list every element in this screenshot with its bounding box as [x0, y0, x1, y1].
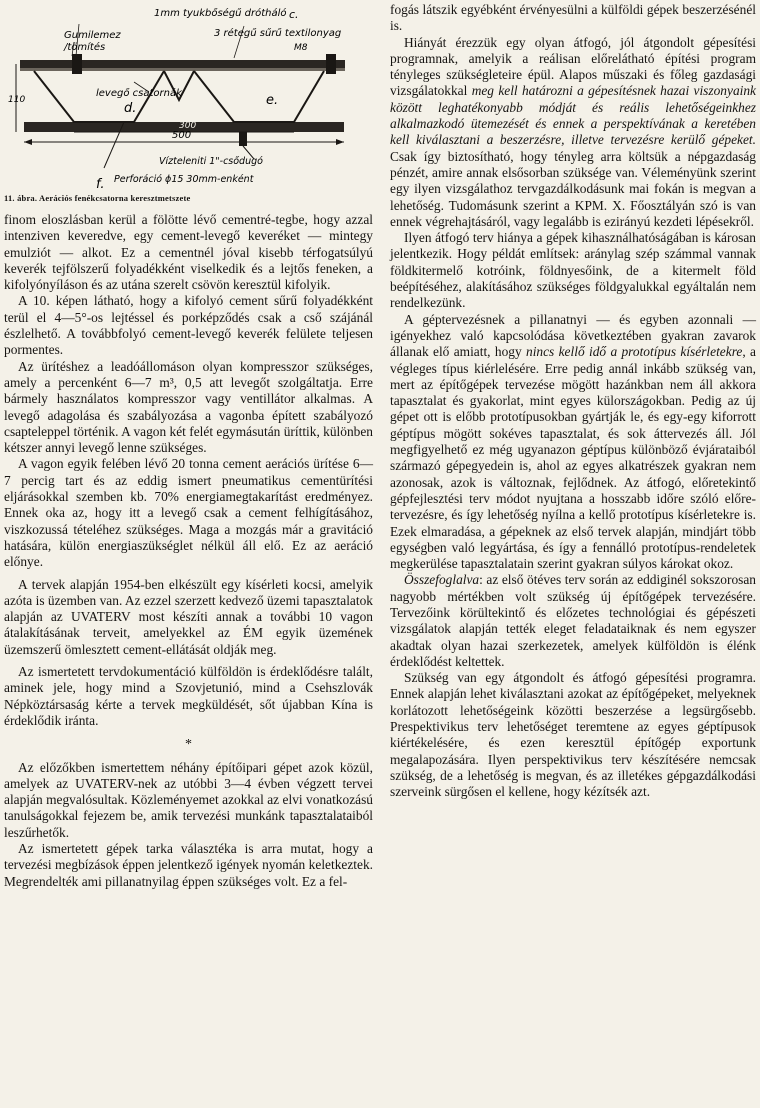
paragraph-text: Csak így biztosítható, hogy tényleg arra költsük a népgazdaság pénzét, amire annak elsősorban szüksége van. Véleményünk szerint egy ilyen vizsgálathoz tervgazdálkodásunk mai fokán is megvan a lehetőség. Tudomásunk szerint a KPM. X. Főosztályán szó is van ennek végrehajtásáról, vagy legalább is ezirányú kezdeti lépésekről.	[390, 148, 756, 229]
bolt-right	[326, 54, 336, 74]
paragraph-text: , a végleges típus kiérlelésére. Erre pedig annál inkább szükség van, mert az építőgépek tervezése mögött hazánkban nem áll akkora tapasztalat és gyakorlat, mint egyes külországokban. Pedig az új gépet ott is előbb prototípusokban gyártják le, és egy-egy kiforrott géptípus mögött sokéves tapasztalat, és sok áttervezés áll. Jól megfigyelhető ez még ugyanazon géptípus különböző évjárataiból származó gépegyedein is, ahol az egyes alkatrészek gyakran nem azonosak, azok is változnak, fejlődnek. Az átfogó, előretekintő gépfejlesztési terv módot nyujtana a hosszabb időre szóló előre-tervezésre, és így lehetőség nyílna a kellő prototípus kísérletekre is. Ezek elmaradása, a gépeknek az első tervek alapján, mindjárt több egységben való legyártása, és így a fennálló prototípus-rendeletek megkerülése tapasztalatain szerint gyakran súlyos károkat okoz.	[390, 344, 756, 572]
paragraph: Az ismertetett gépek tarka választéka is arra mutat, hogy a tervezési megbízások éppen jelentkező igények nyomán keletkeztek. Megrendelték ami pillanatnyilag éppen szükséges volt. Ez a fel-	[4, 840, 373, 889]
cross-section-figure	[4, 4, 373, 204]
label-height: 110	[8, 95, 26, 105]
label-e: e.	[266, 93, 279, 108]
paragraph: Az ismertetett tervdokumentáció külföldön is érdeklődésre talált, aminek jele, hogy mind a Szovjetunió, mind a Csehszlovák Népköztársaság kérte a tervek megküldését, sőt újabban Kína is érdeklődik iránta.	[4, 664, 373, 728]
top-plate	[20, 60, 345, 68]
paragraph: A 10. képen látható, hogy a kifolyó cement sűrű folyadékként terül el 4—5°-os lejtéssel és porképződés csak a cső szájánál észlelhető. A továbbfolyó cement-levegő keverék felülete teljesen pormentes.	[4, 293, 373, 358]
paragraph-text: : az első ötéves terv során az eddiginél sokszorosan nagyobb mértékben volt szükség új építőgépek tervezésére. Tervezőink körültekintő és előzetes technológiai és gépészeti vizsgálatok alapján tették eleget feladataiknak és nem egyszer akadtak olyan hazai szerkezetek, amelyek külföldön is élénk érdeklődést keltettek.	[390, 572, 756, 669]
paragraph	[390, 312, 756, 573]
label-f: f.	[96, 177, 105, 192]
paragraph: finom eloszlásban kerül a fölötte lévő cementré-tegbe, hogy azzal intenziven keveredve, egy cement-levegő keveréket — mintegy emulziót — alkot. Ez a cementnél jóval kisebb térfogatsúlyú keverék tejfölszerű folyadékként viselkedik és a lejtős feneken, a kifolyónyíláson és az utána szerelt csövön keresztül kifolyik.	[4, 212, 373, 293]
label-c: c.	[289, 8, 299, 21]
paragraph: A tervek alapján 1954-ben elkészült egy kísérleti kocsi, amelyik azóta is üzemben van. Az ezzel szerzett kedvező üzemi tapasztalatok alapján az UVATERV most készíti annak a további 10 vagon átalakításának terveit, amelyekkel az ÉM egyik üzemének üzemszerű ömlesztett cement-ellátását oldják meg.	[4, 576, 373, 657]
emphasized-text: Összefoglalva	[404, 572, 480, 588]
section-separator-star: *	[185, 737, 192, 753]
paragraph	[390, 572, 756, 670]
channel-cross-section-drawing	[4, 4, 373, 192]
paragraph: Az ürítéshez a leadóállomáson olyan kompresszor szükséges, amely a percenként 6—7 m³, 0,5 att levegőt szolgáltatja. Erre bármely használatos kompresszor vagy ventillátor alkalmas. A levegő adagolása és szabályozása a vagonba épített szabályozó csapteleppel történik. A vagon két felét egymásután üríttik, különben kétszer annyi levegő lenne szükséges.	[4, 358, 373, 456]
label-seal: /tömítés	[64, 42, 106, 53]
emphasized-text: nincs kellő idő a prototípus kísérletekre	[526, 344, 743, 360]
bolt-left	[72, 54, 82, 74]
label-top-plate: 1mm tyukbőségű drótháló	[154, 8, 287, 19]
emphasized-text: meg kell határozni a gépesítésnek hazai viszonyaink között leghatékonyabb módját és reális lehetőségeinkhez alkalmazkodó ütemezését és ennek a perspektívának a keretében kell kiválasztani a beszerzésre, illetve tervezésre kerülő gépeket.	[390, 83, 756, 148]
label-textile: 3 rétegű sűrű textilonyag	[214, 28, 342, 39]
paragraph: A vagon egyik felében lévő 20 tonna cement aerációs ürítése 6—7 percig tart és az eddig ismert pneumatikus cementürítési eljárásokkal szemben kb. 70% energiamegtakarítást eredményez. Ennek oka az, hogy itt a levegő csak a cement felhígításához, viszkozussá tételéhez szükséges. Maga a mozgás már a gravitáció hatására, külön energiaszükséglet nélkül áll elő. Ez az aeráció előnye.	[4, 456, 373, 570]
left-column	[4, 4, 373, 890]
label-channel: levegő csatornák	[96, 88, 182, 99]
paragraph-text: Hiányát érezzük egy olyan átfogó, jól átgondolt gépesítési programnak, amelyik a reálisan előrelátható építési program tényleges szükségleteire épül. Alapos műszaki és főleg gazdasági vizsgálatokkal	[390, 34, 756, 99]
paragraph-text: A géptervezésnek a pillanatnyi — és egyben azonnali — igényekhez való kapcsolódása következtében gyakran zavarok állanak elő amiatt, hogy	[390, 311, 756, 360]
paragraph: Az előzőkben ismertettem néhány építőipari gépet azok közül, amelyek az UVATERV-nek az utóbbi 3—4 évben végzett tervei alapján megvalósultak. Közleményemet azokkal az elvi vonatkozású tanulságokkal fejezem be, amik tervezési munkánk tapasztalataiból leszűrhetők.	[4, 759, 373, 840]
label-vent: Vízteleniti 1"-csődugó	[159, 156, 263, 167]
label-dim-500: 500	[172, 130, 192, 141]
label-rubber: Gumilemez	[64, 30, 121, 41]
label-perforation: Perforáció ϕ15 30mm-enként	[114, 174, 254, 185]
label-dim-300: 300	[179, 121, 197, 131]
right-column	[390, 2, 756, 801]
paragraph: fogás látszik egyébként érvényesülni a külföldi gépek beszerzésénél is.	[390, 2, 756, 34]
label-m8: M8	[294, 43, 308, 53]
paragraph	[390, 35, 756, 231]
paragraph: Ilyen átfogó terv hiánya a gépek kihasználhatóságában is károsan jelentkezik. Hogy példát említsek: aránylag szép számmal vannak földkitermelő kotróink, földnyesőink, de a kitermelt föld beépítéséhez, alakításához szükséges földgyalukkal egyáltalán nem rendelkezünk.	[390, 230, 756, 311]
figure-caption: 11. ábra. Aerációs fenékcsatorna keresztmetszete	[4, 193, 191, 203]
paragraph: Szükség van egy átgondolt és átfogó gépesítési programra. Ennek alapján lehet kiválasztani azokat az építőgépeket, melyeknek korlátozott lehetőségeink közötti beszerzése a legsürgősebb. Prespektivikus terv lehetőséget teremtene az egyes géptípusok kiértékelésére, és ezen keresztül építőgép exportunk megalapozására. Ilyen perspektivikus terv készítésére nemcsak szükség, de a lehetőség is megvan, és az illetékes gépgazdálkodási szerveink sürgősen el kellene, hogy kézítsék azt.	[390, 670, 756, 800]
label-d: d.	[124, 101, 137, 116]
